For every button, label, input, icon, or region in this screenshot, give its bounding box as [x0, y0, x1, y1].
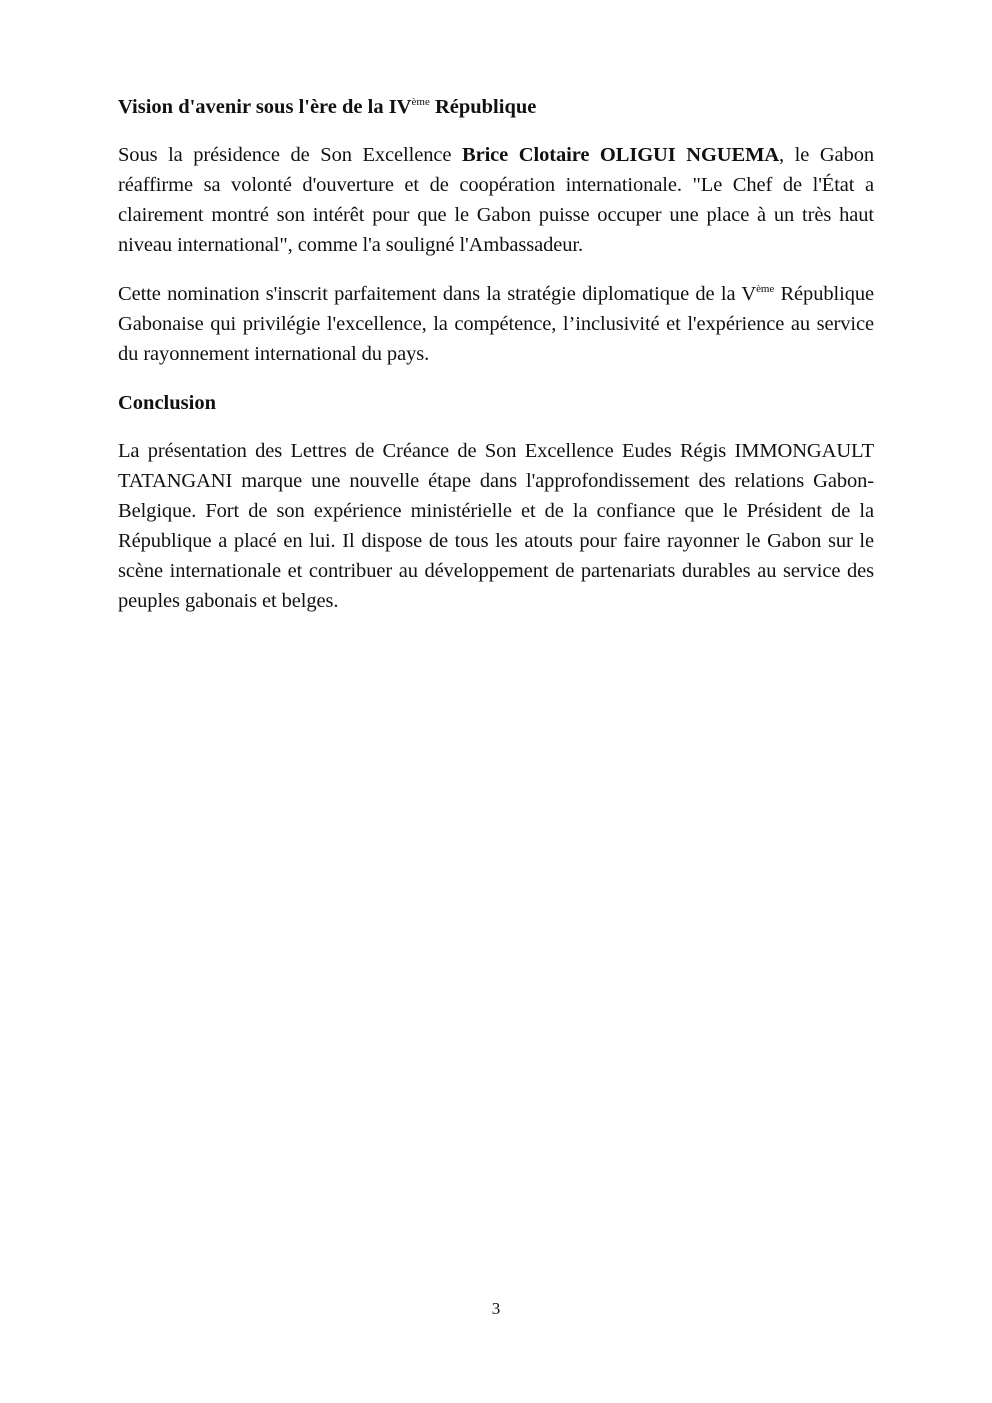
- paragraph-text-end: , le Gabon réaffirme sa volonté d'ouverture et de coopération internationale. "Le Chef de l'État a clairement montré son intérêt pour que le Gabon puisse occuper une place à un très haut niveau international", comme l'a souligné l'Ambassadeur.: [118, 144, 875, 256]
- paragraph-superscript: ème: [756, 283, 775, 295]
- heading-superscript: ème: [411, 96, 430, 108]
- paragraph-conclusion: La présentation des Lettres de Créance de Son Excellence Eudes Régis IMMONGAULT TATANGANI marque une nouvelle étape dans l'approfondissement des relations Gabon-Belgique. Fort de son expérience ministérielle et de la confiance que le Président de la République a placé en lui. Il dispose de tous les atouts pour faire rayonner le Gabon sur le scène internationale et contribuer au développement de partenariats durables au service des peuples gabonais et belges.: [118, 440, 874, 612]
- document-body: [118, 92, 874, 616]
- heading-text: Vision d'avenir sous l'ère de la IV: [118, 96, 412, 118]
- paragraph-text: Sous la présidence de Son Excellence: [118, 144, 462, 166]
- paragraph-text-end: République Gabonaise qui privilégie l'excellence, la compétence, l’inclusivité et l'expérience au service du rayonnement international du pays.: [118, 283, 874, 365]
- paragraph-text: Cette nomination s'inscrit parfaitement dans la stratégie diplomatique de la V: [118, 283, 757, 305]
- section-heading-conclusion: Conclusion: [118, 392, 216, 414]
- heading-text-end: République: [429, 96, 537, 118]
- section-heading-vision: [118, 92, 874, 122]
- president-name: Brice Clotaire OLIGUI NGUEMA: [462, 144, 780, 166]
- paragraph-presidence: [118, 140, 874, 260]
- page-number: 3: [491, 1299, 501, 1318]
- paragraph-nomination: [118, 279, 874, 369]
